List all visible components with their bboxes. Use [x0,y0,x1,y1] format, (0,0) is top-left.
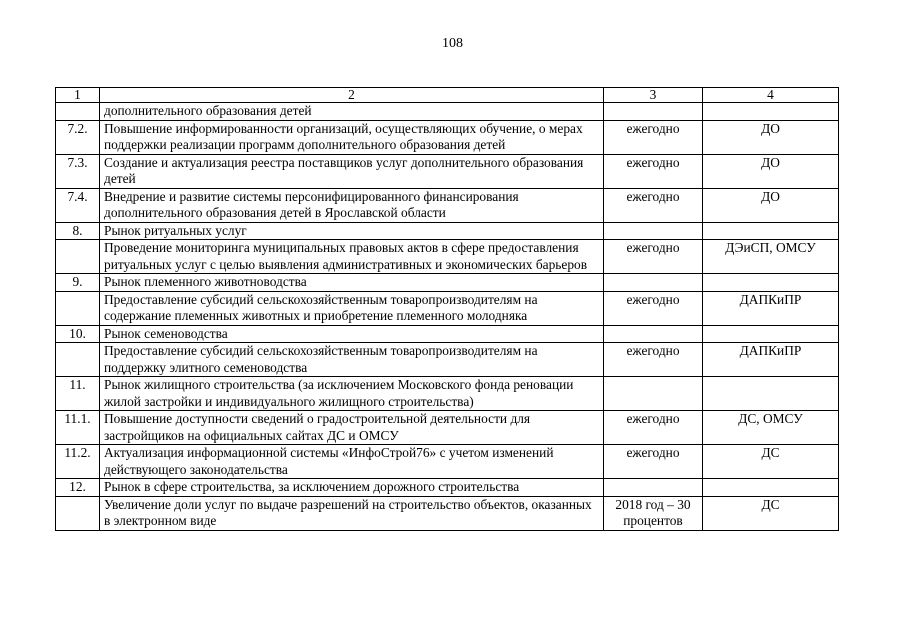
row-number-cell [56,240,100,274]
row-executor-cell: ДАПКиПР [703,291,839,325]
row-measure-cell: Увеличение доли услуг по выдаче разрешений на строительство объектов, оказанных в электронном виде [100,496,604,530]
row-number-cell: 7.2. [56,120,100,154]
table-row [56,343,839,377]
row-deadline-cell: ежегодно [604,188,703,222]
row-measure-cell: Рынок семеноводства [100,325,604,343]
row-executor-cell: ДЭиСП, ОМСУ [703,240,839,274]
row-deadline-cell: ежегодно [604,343,703,377]
row-number-cell: 12. [56,479,100,497]
row-measure-cell: Рынок в сфере строительства, за исключением дорожного строительства [100,479,604,497]
row-measure-cell: Повышение доступности сведений о градостроительной деятельности для застройщиков на официальных сайтах ДС и ОМСУ [100,411,604,445]
row-number-cell [56,291,100,325]
row-executor-cell [703,103,839,121]
table-row [56,274,839,292]
table-row [56,222,839,240]
row-executor-cell: ДС [703,445,839,479]
row-deadline-cell: ежегодно [604,445,703,479]
row-measure-cell: Внедрение и развитие системы персонифицированного финансирования дополнительного образования детей в Ярославской области [100,188,604,222]
row-number-cell: 7.4. [56,188,100,222]
row-measure-cell: Рынок ритуальных услуг [100,222,604,240]
row-executor-cell: ДАПКиПР [703,343,839,377]
table-row [56,120,839,154]
row-number-cell [56,496,100,530]
row-number-cell: 11.2. [56,445,100,479]
row-number-cell: 11.1. [56,411,100,445]
row-deadline-cell [604,377,703,411]
measures-table [55,87,839,531]
row-executor-cell: ДО [703,120,839,154]
row-deadline-cell [604,103,703,121]
table-header-row [56,88,839,103]
table-row [56,411,839,445]
row-deadline-cell: ежегодно [604,154,703,188]
table-row [56,154,839,188]
row-deadline-cell [604,479,703,497]
row-number-cell: 8. [56,222,100,240]
row-measure-cell: Проведение мониторинга муниципальных правовых актов в сфере предоставления ритуальных услуг с целью выявления административных и экономических барьеров [100,240,604,274]
row-executor-cell [703,479,839,497]
row-deadline-cell [604,222,703,240]
row-executor-cell: ДО [703,188,839,222]
row-measure-cell: Предоставление субсидий сельскохозяйственным товаропроизводителям на содержание племенных животных и приобретение племенного молодняка [100,291,604,325]
row-measure-cell: Повышение информированности организаций, осуществляющих обучение, о мерах поддержки реализации программ дополнительного образования детей [100,120,604,154]
row-number-cell: 9. [56,274,100,292]
table-row [56,240,839,274]
table-row [56,325,839,343]
row-deadline-cell: ежегодно [604,240,703,274]
column-header-1: 1 [56,88,100,103]
row-executor-cell: ДО [703,154,839,188]
table-row [56,496,839,530]
row-deadline-cell: ежегодно [604,120,703,154]
row-executor-cell: ДС, ОМСУ [703,411,839,445]
row-executor-cell: ДС [703,496,839,530]
row-measure-cell: дополнительного образования детей [100,103,604,121]
row-deadline-cell: 2018 год – 30 процентов [604,496,703,530]
row-number-cell: 7.3. [56,154,100,188]
table-row [56,479,839,497]
row-deadline-cell: ежегодно [604,411,703,445]
row-deadline-cell [604,325,703,343]
table-row [56,188,839,222]
row-measure-cell: Актуализация информационной системы «ИнфоСтрой76» с учетом изменений действующего законодательства [100,445,604,479]
row-executor-cell [703,222,839,240]
row-executor-cell [703,274,839,292]
table-row [56,103,839,121]
row-executor-cell [703,325,839,343]
row-deadline-cell [604,274,703,292]
row-number-cell: 11. [56,377,100,411]
row-number-cell [56,343,100,377]
column-header-2: 2 [100,88,604,103]
column-header-4: 4 [703,88,839,103]
row-measure-cell: Предоставление субсидий сельскохозяйственным товаропроизводителям на поддержку элитного семеноводства [100,343,604,377]
table-row [56,377,839,411]
row-number-cell: 10. [56,325,100,343]
row-deadline-cell: ежегодно [604,291,703,325]
row-number-cell [56,103,100,121]
row-measure-cell: Рынок племенного животноводства [100,274,604,292]
table-row [56,445,839,479]
table-row [56,291,839,325]
page-number: 108 [442,36,463,51]
row-executor-cell [703,377,839,411]
column-header-3: 3 [604,88,703,103]
row-measure-cell: Рынок жилищного строительства (за исключением Московского фонда реновации жилой застройки и индивидуального жилищного строительства) [100,377,604,411]
row-measure-cell: Создание и актуализация реестра поставщиков услуг дополнительного образования детей [100,154,604,188]
